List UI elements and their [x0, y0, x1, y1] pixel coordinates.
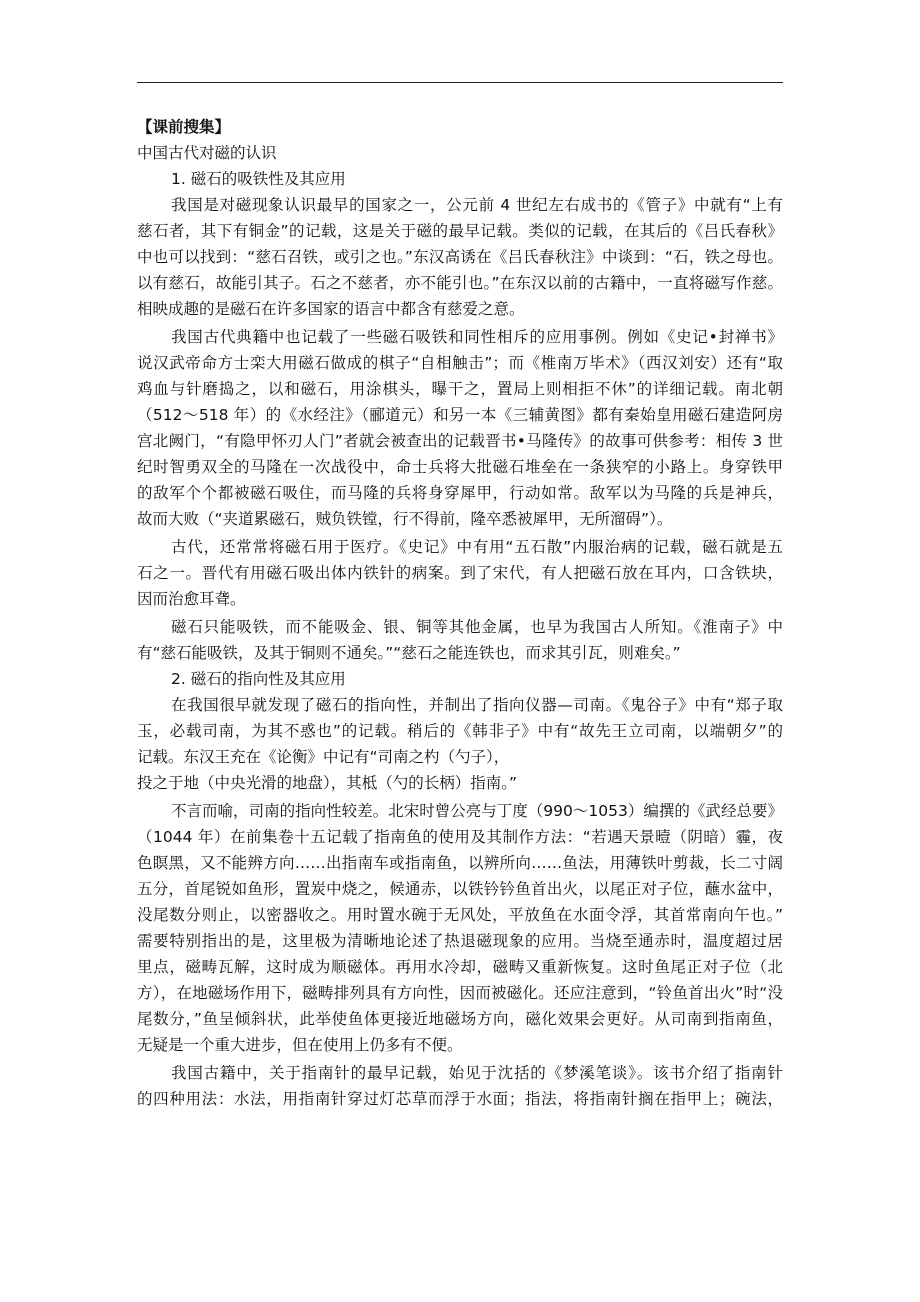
- subheading-direction: 2. 磁石的指向性及其应用: [171, 670, 346, 688]
- paragraph-line: 鸡血与针磨捣之，以和磁石，用涂棋头，曝干之，置局上则相拒不休”的详细记载。南北朝: [137, 380, 783, 398]
- paragraph: [137, 1060, 783, 1112]
- paragraph-line: 有“慈石能吸铁，及其于铜则不通矣。”“慈石之能连铁也，而求其引瓦，则难矣。”: [137, 644, 681, 662]
- paragraph-line: 相映成趣的是磁石在许多国家的语言中都含有慈爱之意。: [137, 300, 525, 318]
- paragraph-line: 我国是对磁现象认识最早的国家之一，公元前 4 世纪左右成书的《管子》中就有“上有: [171, 196, 783, 214]
- paragraph-line: 以有慈石，故能引其子。石之不慈者，亦不能引也。”在东汉以前的古籍中，一直将磁写作慈。: [137, 274, 783, 292]
- topic-heading: 中国古代对磁的认识: [137, 144, 277, 162]
- paragraph-line: 磁石只能吸铁，而不能吸金、银、铜等其他金属，也早为我国古人所知。《淮南子》中: [171, 618, 783, 636]
- paragraph-line: 宫北阙门，“有隐甲怀刃人门”者就会被查出的记载晋书•马隆传》的故事可供参考：相传 3 世: [137, 432, 783, 450]
- header-rule: [137, 82, 783, 83]
- paragraph-line: 需要特别指出的是，这里极为清晰地论述了热退磁现象的应用。当烧至通赤时，温度超过居: [137, 932, 783, 950]
- paragraph-line: 我国古籍中，关于指南针的最早记载，始见于沈括的《梦溪笔谈》。该书介绍了指南针: [171, 1064, 783, 1082]
- paragraph-line: 不言而喻，司南的指向性较差。北宋时曾公亮与丁度（990～1053）编撰的《武经总要》: [171, 802, 783, 820]
- paragraph: [137, 692, 783, 796]
- paragraph-line: 投之于地（中央光滑的地盘），其柢（勺的长柄）指南。”: [137, 774, 518, 792]
- paragraph-line: 的敌军个个都被磁石吸住，而马隆的兵将身穿犀甲，行动如常。敌军以为马隆的兵是神兵，: [137, 484, 783, 502]
- paragraph-line: 无疑是一个重大进步，但在使用上仍多有不便。: [137, 1036, 463, 1054]
- paragraph: [137, 324, 783, 532]
- paragraph: [137, 192, 783, 322]
- paragraph-line: 我国古代典籍中也记载了一些磁石吸铁和同性相斥的应用事例。例如《史记•封禅书》: [171, 328, 783, 346]
- paragraph-line: 说汉武帝命方士栾大用磁石做成的棋子“自相触击”；而《椎南万毕术》（西汉刘安）还有“取: [137, 354, 783, 372]
- paragraph-line: 古代，还常常将磁石用于医疗。《史记》中有用“五石散”内服治病的记载，磁石就是五: [171, 538, 783, 556]
- paragraph-line: 在我国很早就发现了磁石的指向性，并制出了指向仪器—司南。《鬼谷子》中有“郑子取: [171, 696, 783, 714]
- paragraph: [137, 614, 783, 666]
- paragraph-line: 五分，首尾锐如鱼形，置炭中烧之，候通赤，以铁钤钤鱼首出火，以尾正对子位，蘸水盆中，: [137, 880, 783, 898]
- paragraph-line: 色瞑黑，又不能辨方向……出指南车或指南鱼，以辨所向……鱼法，用薄铁叶剪裁，长二寸阔: [137, 854, 783, 872]
- paragraph-line: 尾数分，”鱼呈倾斜状，此举使鱼体更接近地磁场方向，磁化效果会更好。从司南到指南鱼，: [137, 1010, 783, 1028]
- paragraph-line: （512～518 年）的《水经注》（郦道元）和另一本《三辅黄图》都有秦始皇用磁石建造阿房: [137, 406, 783, 424]
- paragraph-line: 玉，必载司南，为其不惑也”的记载。稍后的《韩非子》中有“故先王立司南，以端朝夕”的: [137, 722, 783, 740]
- paragraph-line: 纪时智勇双全的马隆在一次战役中，命士兵将大批磁石堆垒在一条狭窄的小路上。身穿铁甲: [137, 458, 783, 476]
- paragraph-line: 方），在地磁场作用下，磁畴排列具有方向性，因而被磁化。还应注意到，“铃鱼首出火”时“没: [137, 984, 783, 1002]
- paragraph-line: 里点，磁畴瓦解，这时成为顺磁体。再用水冷却，磁畴又重新恢复。这时鱼尾正对子位（北: [137, 958, 783, 976]
- subheading-attraction: 1. 磁石的吸铁性及其应用: [171, 170, 346, 188]
- paragraph-line: 慈石者，其下有铜金”的记载，这是关于磁的最早记载。类似的记载，在其后的《吕氏春秋》: [137, 222, 783, 240]
- paragraph-line: （1044 年）在前集卷十五记载了指南鱼的使用及其制作方法：“若遇天景曀（阴暗）霾，夜: [137, 828, 783, 846]
- paragraph-line: 因而治愈耳聋。: [137, 590, 246, 608]
- paragraph: [137, 798, 783, 1058]
- paragraph: [137, 534, 783, 612]
- paragraph-line: 没尾数分则止，以密器收之。用时置水碗于无风处，平放鱼在水面令浮，其首常南向午也。”: [137, 906, 783, 924]
- paragraph-line: 故而大败（“夹道累磁石，贼负铁镗，行不得前，隆卒悉被犀甲，无所溜碍”）。: [137, 510, 673, 528]
- paragraph-line: 的四种用法：水法，用指南针穿过灯芯草而浮于水面；指法，将指南针搁在指甲上；碗法，: [137, 1090, 783, 1108]
- paragraph-line: 记载。东汉王充在《论衡》中记有“司南之杓（勺子），: [137, 748, 510, 766]
- paragraph-line: 中也可以找到：“慈石召铁，或引之也。”东汉高诱在《吕氏春秋注》中谈到：“石，铁之母也。: [137, 248, 783, 266]
- paragraph-line: 石之一。晋代有用磁石吸出体内铁针的病案。到了宋代，有人把磁石放在耳内，口含铁块，: [137, 564, 783, 582]
- section-title: 【课前搜集】: [137, 118, 231, 136]
- document-body: [137, 114, 783, 1112]
